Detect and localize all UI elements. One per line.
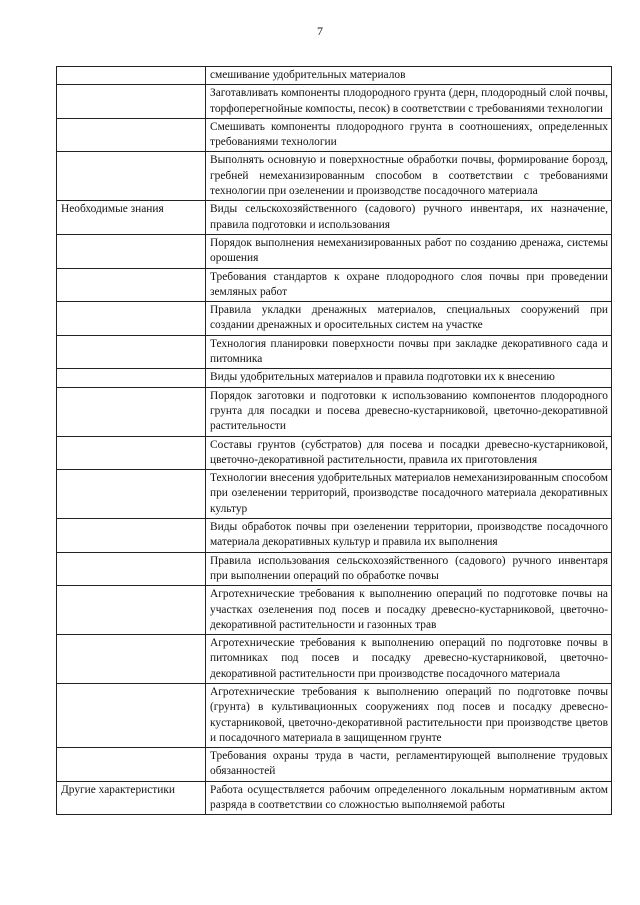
table-row (57, 781, 612, 815)
section-label-cell (57, 635, 206, 684)
section-label-cell (57, 683, 206, 747)
section-label-cell (57, 85, 206, 119)
section-label-cell (57, 552, 206, 586)
requirement-item: Составы грунтов (субстратов) для посева и посадки древесно-кустарниковой, цветочно-декоративной растительности, правила их приготовления (206, 436, 612, 470)
table-row (57, 470, 612, 519)
requirement-item: смешивание удобрительных материалов (206, 67, 612, 85)
table-row (57, 748, 612, 782)
section-label-cell (57, 67, 206, 85)
requirement-item: Порядок заготовки и подготовки к использованию компонентов плодородного грунта для посадки и посева древесно-кустарниковой, цветочно-декоративной растительности (206, 387, 612, 436)
requirement-item: Технологии внесения удобрительных материалов немеханизированным способом при озеленении территорий, производстве посадочного материала декоративных культур (206, 470, 612, 519)
requirement-item: Заготавливать компоненты плодородного грунта (дерн, плодородный слой почвы, торфоперегнойные компосты, песок) в соответствии с требованиями технологии (206, 85, 612, 119)
section-label-cell (57, 234, 206, 268)
table-row (57, 436, 612, 470)
section-label-cell (57, 748, 206, 782)
table-row (57, 268, 612, 302)
table-row (57, 586, 612, 635)
requirement-item: Виды сельскохозяйственного (садового) ручного инвентаря, их назначение, правила подготовки и использования (206, 201, 612, 235)
section-label-cell (57, 387, 206, 436)
section-label: Необходимые знания (57, 201, 206, 235)
table-row (57, 387, 612, 436)
table-row (57, 635, 612, 684)
requirement-item: Виды удобрительных материалов и правила подготовки их к внесению (206, 369, 612, 387)
requirement-item: Технология планировки поверхности почвы при закладке декоративного сада и питомника (206, 335, 612, 369)
requirement-item: Выполнять основную и поверхностные обработки почвы, формирование борозд, гребней немеханизированным способом в соответствии с требованиями технологии при озеленении и производстве посадочного материала (206, 152, 612, 201)
table-row (57, 152, 612, 201)
table-row (57, 335, 612, 369)
section-label-cell (57, 470, 206, 519)
section-label-cell (57, 118, 206, 152)
requirement-item: Правила использования сельскохозяйственного (садового) ручного инвентаря при выполнении операций по обработке почвы (206, 552, 612, 586)
section-label-cell (57, 335, 206, 369)
section-label-cell (57, 302, 206, 336)
table-row (57, 234, 612, 268)
table-row (57, 683, 612, 747)
section-label-cell (57, 268, 206, 302)
requirement-item: Требования охраны труда в части, регламентирующей выполнение трудовых обязанностей (206, 748, 612, 782)
section-label-cell (57, 519, 206, 553)
requirement-item: Агротехнические требования к выполнению операций по подготовке почвы на участках озеленения под посев и посадку древесно-кустарниковой, цветочно-декоративной растительности и газонных трав (206, 586, 612, 635)
requirement-item: Правила укладки дренажных материалов, специальных сооружений при создании дренажных и оросительных систем на участке (206, 302, 612, 336)
table-row (57, 118, 612, 152)
requirement-item: Виды обработок почвы при озеленении территории, производстве посадочного материала декоративных культур и правила их выполнения (206, 519, 612, 553)
page-number: 7 (317, 24, 323, 38)
requirement-item: Агротехнические требования к выполнению операций по подготовке почвы (грунта) в культивационных сооружениях под посев и посадку древесно-кустарниковой, цветочно-декоративной растительности при производстве цветов и посадочного материала в защищенном грунте (206, 683, 612, 747)
requirements-table (56, 66, 612, 815)
table-row (57, 302, 612, 336)
section-label-cell (57, 152, 206, 201)
table-row (57, 552, 612, 586)
requirement-item: Работа осуществляется рабочим определенного локальным нормативным актом разряда в соответствии со сложностью выполняемой работы (206, 781, 612, 815)
section-label-cell (57, 436, 206, 470)
section-label-cell (57, 586, 206, 635)
requirement-item: Смешивать компоненты плодородного грунта в соотношениях, определенных требованиями технологии (206, 118, 612, 152)
table-row (57, 519, 612, 553)
table-row (57, 85, 612, 119)
requirement-item: Требования стандартов к охране плодородного слоя почвы при проведении земляных работ (206, 268, 612, 302)
section-label-cell (57, 369, 206, 387)
requirement-item: Агротехнические требования к выполнению операций по подготовке почвы в питомниках под посев и посадку древесно-кустарниковой, цветочно-декоративной растительности при производстве посадочного материала (206, 635, 612, 684)
table-row (57, 201, 612, 235)
requirement-item: Порядок выполнения немеханизированных работ по созданию дренажа, системы орошения (206, 234, 612, 268)
section-label: Другие характеристики (57, 781, 206, 815)
table-row (57, 369, 612, 387)
table-row (57, 67, 612, 85)
